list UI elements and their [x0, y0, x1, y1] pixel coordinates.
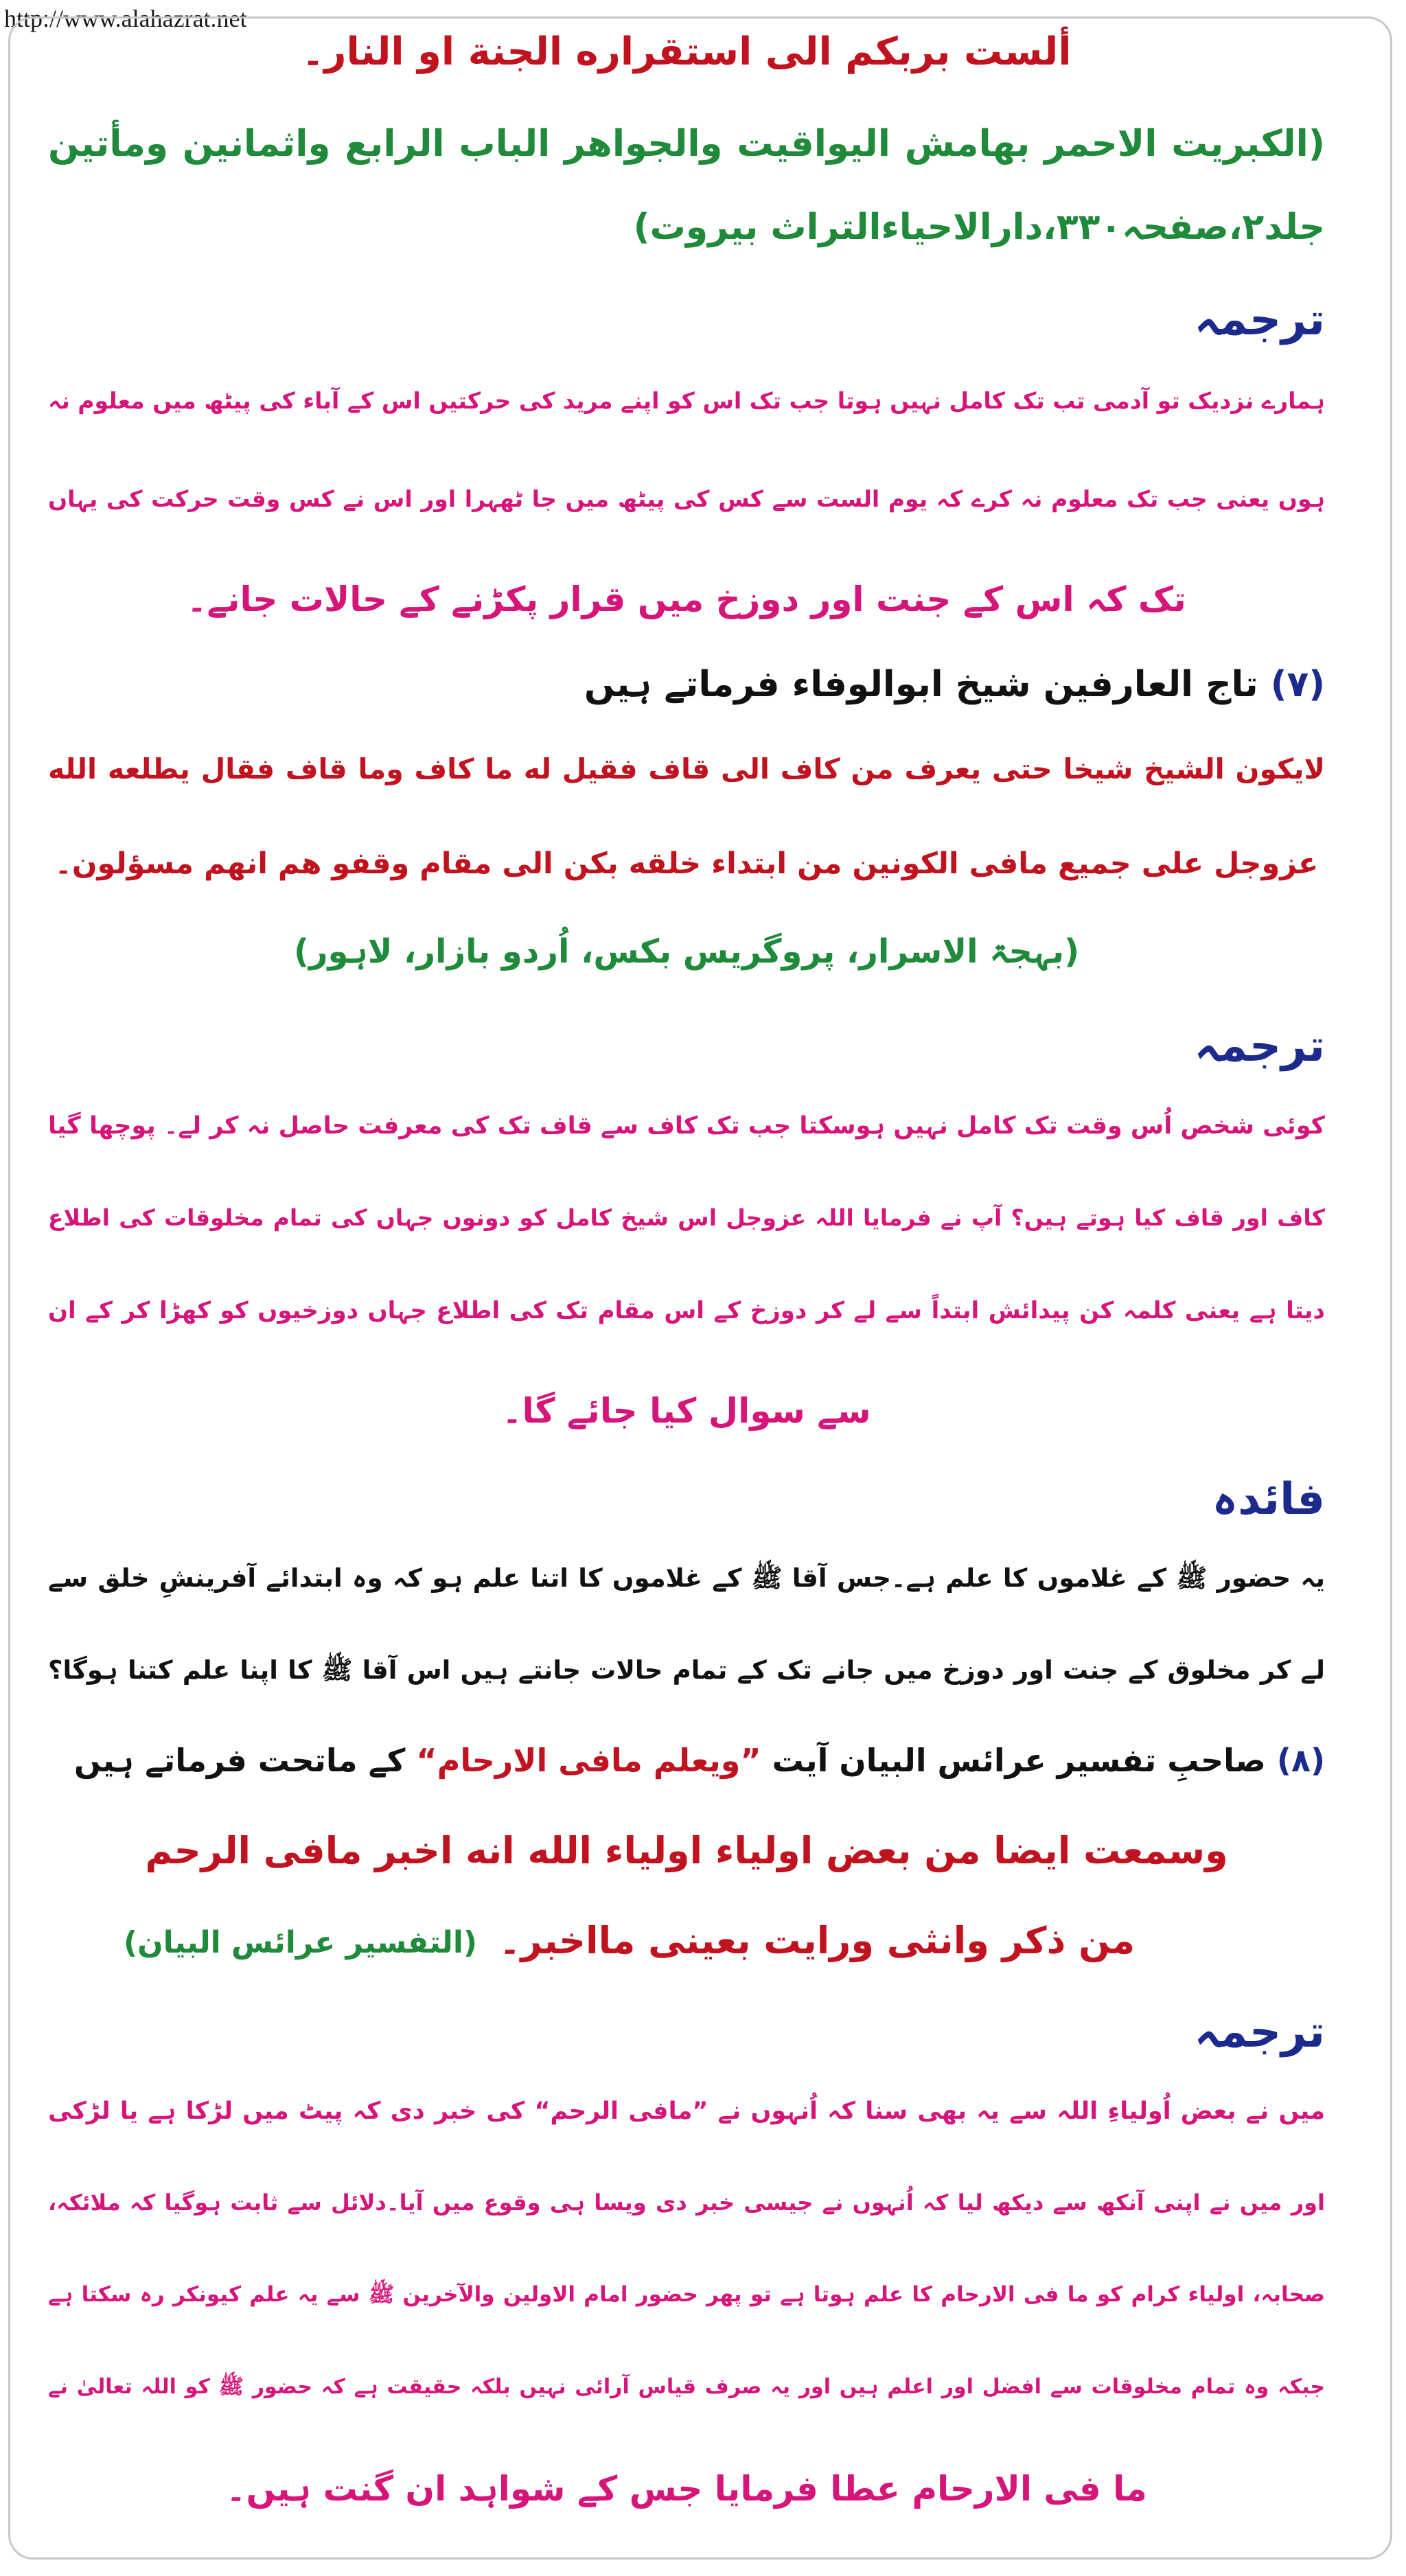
item-8: [48, 1743, 1325, 1779]
item-8-ayah: ”ویعلم مافی الارحام“: [416, 1742, 761, 1779]
translation-3-line-4: جبکہ وہ تمام مخلوقات سے افضل اور اعلم ہیں اور یہ صرف قیاس آرائی نہیں بلکہ حقیقت ہے کہ حضور ﷺ کو اللہ تعالیٰ نے: [48, 2375, 1325, 2399]
heading-translation-2: ترجمہ: [1194, 1021, 1325, 1072]
citation-1-cont: جلد۲،صفحہ۳۳۰،دارالاحیاءالتراث بیروت): [633, 207, 1325, 248]
arabic-quote-2-line-1: لایکون الشیخ شیخا حتی یعرف من کاف الی قاف فقیل له ما کاف وما قاف فقال یطلعه الله: [48, 752, 1325, 785]
citation-1: (الكبريت الاحمر بهامش اليواقيت والجواهر الباب الرابع واثمانين ومأتين: [48, 123, 1325, 165]
citation-4: (التفسیر عرائس البیان): [124, 1925, 478, 1960]
item-8-number: (۸): [1276, 1742, 1325, 1779]
citation-3: (بہجۃ الاسرار، پروگریس بکس، اُردو بازار، لاہور): [293, 932, 1080, 971]
translation-2-line-2: کاف اور قاف کیا ہوتے ہیں؟ آپ نے فرمایا اللہ عزوجل اس شیخ کامل کو دونوں جہاں کی تمام مخلوقات کی اطلاع: [48, 1204, 1325, 1231]
faida-line-1: یہ حضور ﷺ کے غلاموں کا علم ہے۔جس آقا ﷺ کے غلاموں کا اتنا علم ہو کہ وہ ابتدائے آفرینشِ خلق سے: [48, 1563, 1325, 1593]
arabic-quote-3-line-1: وسمعت ایضا من بعض اولیاء اولیاء الله انه اخبر مافی الرحم: [145, 1829, 1228, 1872]
site-url: http://www.alahazrat.net: [4, 5, 247, 32]
item-8-text-before: صاحبِ تفسیر عرائس البیان آیت: [772, 1742, 1266, 1779]
translation-2-line-1: کوئی شخص اُس وقت تک کامل نہیں ہوسکتا جب تک کاف سے قاف تک کی معرفت حاصل نہ کر لے۔ پوچھا گیا: [48, 1112, 1325, 1140]
item-7: [48, 665, 1325, 706]
arabic-quote-3-line-2: من ذکر وانثی ورایت بعینی مااخبر۔: [498, 1919, 1136, 1962]
faida-line-2: لے کر مخلوق کے جنت اور دوزخ میں جانے تک کے تمام حالات جانتے ہیں اس آقا ﷺ کا اپنا علم کتنا ہوگا؟: [48, 1655, 1325, 1685]
translation-2-line-4: سے سوال کیا جائے گا۔: [502, 1391, 871, 1431]
translation-1-line-3: تک کہ اس کے جنت اور دوزخ میں قرار پکڑنے کے حالات جانے۔: [187, 579, 1186, 619]
translation-2-line-3: دیتا ہے یعنی کلمہ کن پیدائش ابتداً سے لے کر دوزخ کے اس مقام تک کی اطلاع جہاں دوزخیوں کو کھڑا کر کے ان: [48, 1297, 1325, 1324]
heading-translation-1: ترجمہ: [1194, 295, 1325, 345]
item-7-text: تاج العارفین شیخ ابوالوفاء فرماتے ہیں: [584, 664, 1258, 705]
heading-faida: فائدہ: [1212, 1474, 1325, 1525]
heading-translation-3: ترجمہ: [1194, 2007, 1325, 2058]
translation-3-line-3: صحابہ، اولیاء کرام کو ما فی الارحام کا علم ہوتا ہے تو پھر حضور امام الاولین والآخرین ﷺ سے یہ علم کیونکر رہ سکتا ہے: [48, 2282, 1325, 2307]
translation-1-line-2: ہوں یعنی جب تک معلوم نہ کرے کہ یوم الست سے کس کی پیٹھ میں جا ٹھہرا اور اس نے کس وقت حرکت کی یہاں: [48, 485, 1325, 512]
item-8-text-after: کے ماتحت فرماتے ہیں: [73, 1742, 406, 1779]
translation-1-line-1: ہمارے نزدیک تو آدمی تب تک کامل نہیں ہوتا جب تک اس کو اپنے مرید کی حرکتیں اس کے آباء کی پیٹھ میں معلوم نہ: [48, 387, 1325, 414]
arabic-quote-2-line-2: عزوجل علی جمیع مافی الکونین من ابتداء خلقه بکن الی مقام وقفو هم انهم مسؤلون۔: [54, 847, 1319, 881]
item-7-number: (۷): [1270, 664, 1325, 705]
translation-3-line-1: میں نے بعض اُولیاءِ اللہ سے یہ بھی سنا کہ اُنہوں نے ”مافی الرحم“ کی خبر دی کہ پیٹ میں لڑکا ہے یا لڑکی: [48, 2097, 1325, 2125]
translation-3-line-5: ما فی الارحام عطا فرمایا جس کے شواہد ان گنت ہیں۔: [226, 2469, 1147, 2509]
translation-3-line-2: اور میں نے اپنی آنکھ سے دیکھ لیا کہ اُنہوں نے جیسی خبر دی ویسا ہی وقوع میں آیا۔دلائل سے ثابت ہوگیا کہ ملائکہ،: [48, 2189, 1325, 2216]
arabic-quote-1: ألست بربكم الى استقراره الجنة او النار۔: [301, 30, 1072, 74]
